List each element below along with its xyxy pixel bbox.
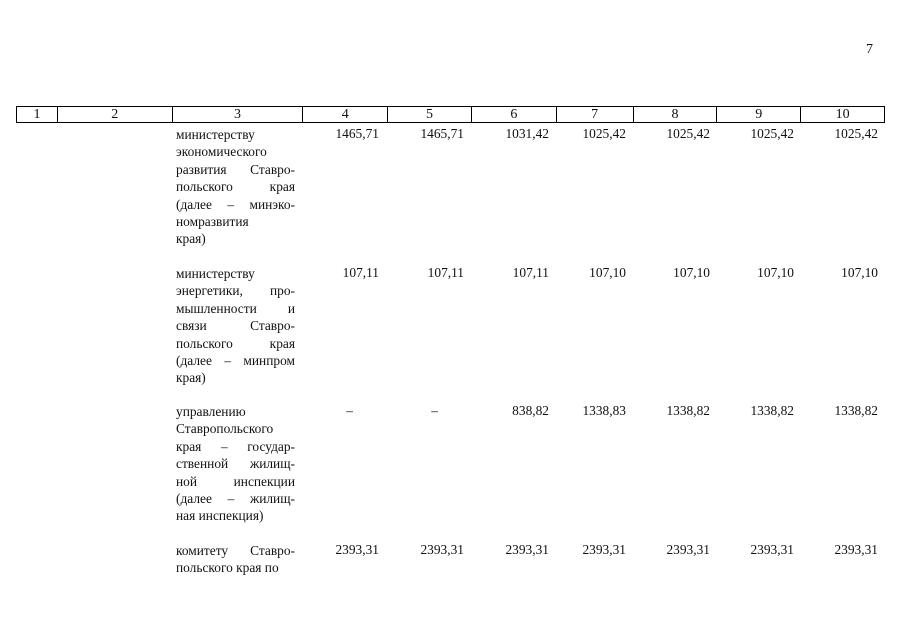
value-col-7: 107,10 [589, 265, 626, 280]
value-col-10: 1025,42 [834, 126, 878, 141]
description-line: польского края [176, 179, 295, 195]
description-line: министерству [176, 127, 255, 142]
description-line: Ставропольского [176, 421, 274, 437]
description-line: (далее – минпром [176, 353, 295, 369]
row-description [176, 403, 295, 525]
table-header-row [16, 106, 885, 123]
value-col-5: 2393,31 [420, 542, 464, 557]
value-col-8: 107,10 [673, 265, 710, 280]
value-col-6: 107,11 [512, 265, 549, 280]
value-col-5: – [431, 403, 438, 418]
page-number: 7 [866, 42, 873, 57]
description-line: комитету Ставро- [176, 543, 295, 558]
value-col-6: 838,82 [512, 403, 549, 418]
description-line: мышленности и [176, 300, 295, 316]
description-line: ственной жилищ- [176, 456, 295, 472]
value-col-5: 1465,71 [420, 126, 464, 141]
value-col-9: 2393,31 [750, 542, 794, 557]
description-line: энергетики, про- [176, 283, 295, 299]
description-line: края) [176, 370, 206, 386]
header-cell-1: 1 [33, 107, 41, 122]
value-col-9: 1338,82 [750, 403, 794, 418]
header-cell-9: 9 [716, 107, 800, 122]
value-col-6: 2393,31 [505, 542, 549, 557]
description-line: (далее – минэко- [176, 196, 295, 212]
value-col-7: 1338,83 [582, 403, 626, 418]
row-description [176, 126, 295, 248]
value-col-4: 107,11 [342, 265, 379, 280]
value-col-8: 2393,31 [666, 542, 710, 557]
description-line: номразвития [176, 214, 249, 230]
header-cell-7: 7 [556, 107, 633, 122]
header-cell-6: 6 [471, 107, 556, 122]
description-line: края) [176, 231, 206, 247]
value-col-6: 1031,42 [505, 126, 549, 141]
description-line: края – государ- [176, 438, 295, 454]
value-col-8: 1025,42 [666, 126, 710, 141]
value-col-4: 1465,71 [335, 126, 379, 141]
value-col-9: 1025,42 [750, 126, 794, 141]
header-cell-4: 4 [302, 107, 387, 122]
header-cell-3: 3 [172, 107, 303, 122]
row-description [176, 542, 295, 577]
value-col-7: 2393,31 [582, 542, 626, 557]
header-cell-8: 8 [633, 107, 717, 122]
header-cell-2: 2 [57, 107, 172, 122]
value-col-9: 107,10 [757, 265, 794, 280]
value-col-10: 2393,31 [834, 542, 878, 557]
value-col-4: 2393,31 [335, 542, 379, 557]
description-line: польского края по [176, 560, 279, 576]
value-col-8: 1338,82 [666, 403, 710, 418]
value-col-5: 107,11 [427, 265, 464, 280]
description-line: польского края [176, 335, 295, 351]
header-cell-5: 5 [387, 107, 471, 122]
description-line: управлению [176, 404, 246, 419]
value-col-10: 1338,82 [834, 403, 878, 418]
description-line: экономического [176, 144, 267, 160]
description-line: (далее – жилищ- [176, 491, 295, 507]
value-col-4: – [346, 403, 353, 418]
description-line: ной инспекции [176, 473, 295, 489]
value-col-10: 107,10 [841, 265, 878, 280]
description-line: развития Ставро- [176, 161, 295, 177]
description-line: министерству [176, 266, 255, 281]
description-line: ная инспекция) [176, 508, 264, 524]
value-col-7: 1025,42 [582, 126, 626, 141]
header-cell-10: 10 [800, 107, 884, 122]
description-line: связи Ставро- [176, 318, 295, 334]
row-description [176, 265, 295, 387]
